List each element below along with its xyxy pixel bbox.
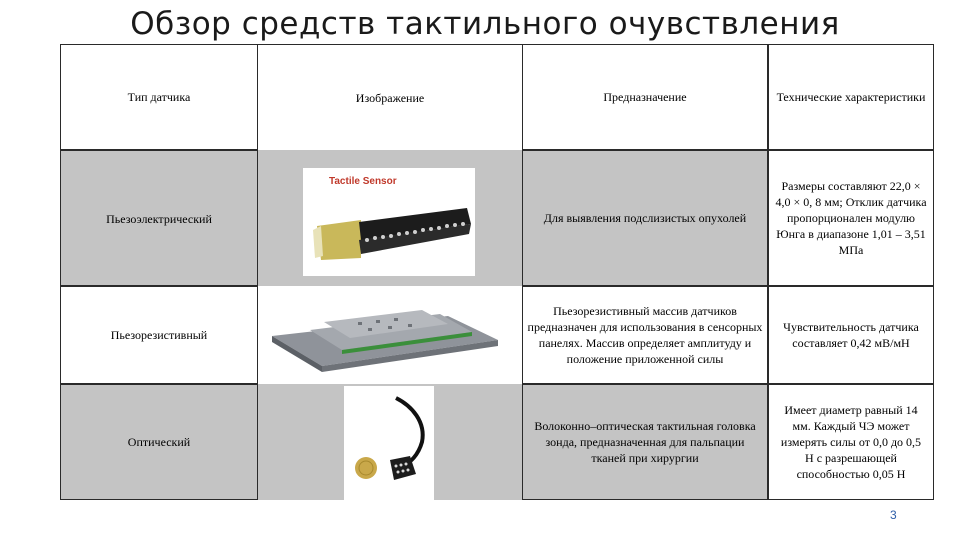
row3-image-cell	[258, 384, 522, 500]
row3-purpose: Волоконно–оптическая тактильная головка зонда, предназначенная для пальпации тканей при хирургии	[534, 419, 756, 465]
row2-purpose-cell	[522, 286, 768, 384]
sensor-table	[60, 44, 934, 500]
tactile-sensor-caption: Tactile Sensor	[329, 176, 397, 187]
row1-purpose: Для выявления подслизистых опухолей	[543, 211, 747, 225]
row2-type-cell	[60, 286, 258, 384]
slide-title: Обзор средств тактильного очувствления	[130, 6, 840, 42]
header-purpose	[522, 44, 768, 150]
optical-probe-image	[344, 386, 434, 500]
header-sensor-type-label: Тип датчика	[127, 90, 191, 104]
header-sensor-type	[60, 44, 258, 150]
row3-type: Оптический	[127, 435, 191, 449]
row3-specs: Имеет диаметр равный 14 мм. Каждый ЧЭ может измерять силы от 0,0 до 0,5 Н с разрешающей способностью 0,05 Н	[780, 403, 922, 481]
row1-image-cell	[258, 150, 522, 286]
header-image	[258, 44, 522, 150]
row1-purpose-cell	[522, 150, 768, 286]
header-purpose-label: Предназначение	[603, 90, 687, 104]
sensor-array-drawing	[272, 300, 498, 372]
row3-specs-cell	[768, 384, 934, 500]
page-number: 3	[890, 508, 897, 522]
row2-specs-cell	[768, 286, 934, 384]
row1-type-cell	[60, 150, 258, 286]
header-specs	[768, 44, 934, 150]
tactile-sensor-image	[303, 168, 475, 276]
header-image-label: Изображение	[355, 90, 425, 105]
row3-purpose-cell	[522, 384, 768, 500]
row2-purpose: Пьезорезистивный массив датчиков предназначен для использования в сенсорных панелях. Массив определяет амплитуду и положение приложенной силы	[527, 304, 763, 366]
header-specs-label: Технические характеристики	[776, 90, 926, 104]
row1-specs-cell	[768, 150, 934, 286]
row2-image-cell	[258, 286, 522, 384]
row1-type: Пьезоэлектрический	[106, 212, 212, 226]
row2-specs: Чувствительность датчика составляет 0,42 мВ/мН	[783, 320, 919, 350]
optical-probe-drawing	[344, 386, 434, 500]
row2-type: Пьезорезистивный	[110, 328, 208, 342]
row3-type-cell	[60, 384, 258, 500]
row1-specs: Размеры составляют 22,0 × 4,0 × 0, 8 мм; Отклик датчика пропорционален модулю Юнга в диапазоне 1,01 – 3,51 МПа	[775, 179, 927, 257]
